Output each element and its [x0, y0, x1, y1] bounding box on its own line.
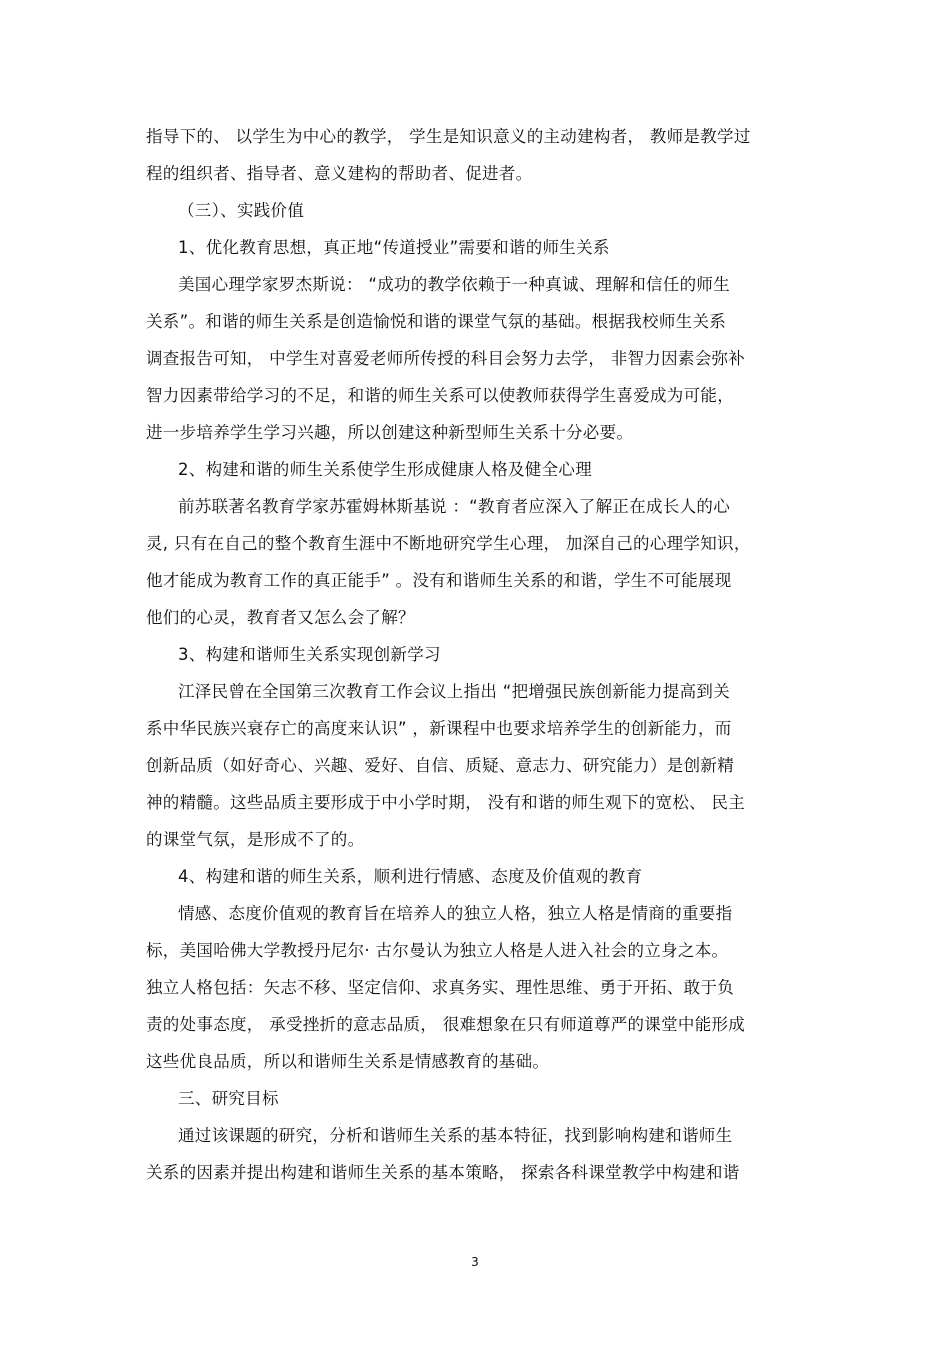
text-line: 灵, 只有在自己的整个教育生涯中不断地研究学生心理， 加深自己的心理学知识， — [146, 534, 751, 553]
text-line: 进一步培养学生学习兴趣，所以创建这种新型师生关系十分必要。 — [146, 423, 634, 442]
text-line: 标，美国哈佛大学教授丹尼尔· 古尔曼认为独立人格是人进入社会的立身之本。 — [146, 941, 729, 960]
text-line: 创新品质（如好奇心、兴趣、爱好、自信、质疑、意志力、研究能力）是创新精 — [146, 756, 734, 775]
text-line: 独立人格包括：矢志不移、坚定信仰、求真务实、理性思维、勇于开拓、敢于负 — [146, 978, 734, 997]
text-line: 这些优良品质，所以和谐师生关系是情感教育的基础。 — [146, 1052, 550, 1071]
section-heading: （三）、实践价值 — [178, 201, 305, 220]
text-line: 他们的心灵，教育者又怎么会了解？ — [146, 608, 415, 627]
text-line: 关系”。和谐的师生关系是创造愉悦和谐的课堂气氛的基础。根据我校师生关系 — [146, 312, 727, 331]
text-line: 指导下的、 以学生为中心的教学， 学生是知识意义的主动建构者， 教师是教学过 — [146, 127, 751, 146]
text-line: 关系的因素并提出构建和谐师生关系的基本策略， 探索各科课堂教学中构建和谐 — [146, 1163, 740, 1182]
text-line: 系中华民族兴衰存亡的高度来认识” ，新课程中也要求培养学生的创新能力，而 — [146, 719, 732, 738]
section-heading: 三、研究目标 — [178, 1089, 279, 1108]
page-number: 3 — [471, 1255, 479, 1269]
text-line: 美国心理学家罗杰斯说： “成功的教学依赖于一种真诚、理解和信任的师生 — [178, 275, 730, 294]
subsection-heading: 1、优化教育思想，真正地“传道授业”需要和谐的师生关系 — [178, 238, 610, 257]
subsection-heading: 2、构建和谐的师生关系使学生形成健康人格及健全心理 — [178, 460, 592, 479]
text-line: 调查报告可知， 中学生对喜爱老师所传授的科目会努力去学， 非智力因素会弥补 — [146, 349, 746, 368]
subsection-heading: 4、构建和谐的师生关系，顺利进行情感、态度及价值观的教育 — [178, 867, 643, 886]
text-line: 情感、态度价值观的教育旨在培养人的独立人格，独立人格是情商的重要指 — [178, 904, 733, 923]
text-line: 他才能成为教育工作的真正能手” 。没有和谐师生关系的和谐，学生不可能展现 — [146, 571, 732, 590]
text-line: 江泽民曾在全国第三次教育工作会议上指出 “把增强民族创新能力提高到关 — [178, 682, 730, 701]
text-line: 程的组织者、指导者、意义建构的帮助者、促进者。 — [146, 164, 533, 183]
text-line: 责的处事态度， 承受挫折的意志品质， 很难想象在只有师道尊严的课堂中能形成 — [146, 1015, 746, 1034]
text-line: 通过该课题的研究，分析和谐师生关系的基本特征，找到影响构建和谐师生 — [178, 1126, 733, 1145]
text-line: 前苏联著名教育学家苏霍姆林斯基说 ：“教育者应深入了解正在成长人的心 — [178, 497, 730, 516]
subsection-heading: 3、构建和谐师生关系实现创新学习 — [178, 645, 441, 664]
text-line: 智力因素带给学习的不足，和谐的师生关系可以使教师获得学生喜爱成为可能， — [146, 386, 734, 405]
text-line: 神的精髓。这些品质主要形成于中小学时期， 没有和谐的师生观下的宽松、 民主 — [146, 793, 746, 812]
text-line: 的课堂气氛，是形成不了的。 — [146, 830, 365, 849]
